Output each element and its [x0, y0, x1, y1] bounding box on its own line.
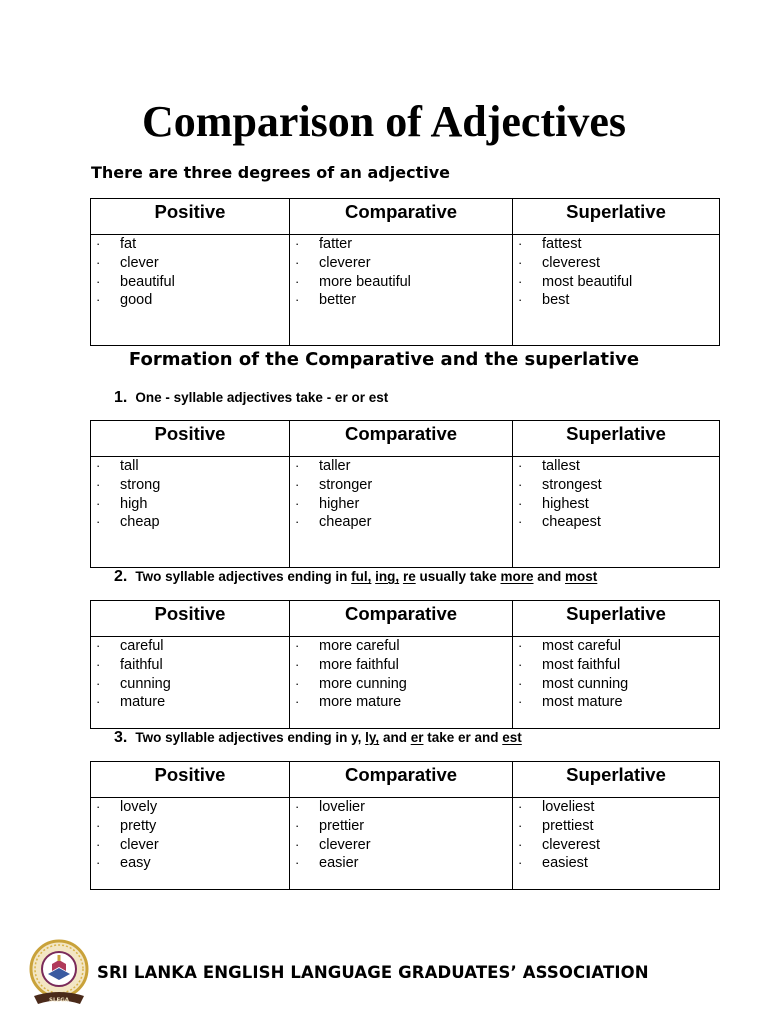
list-item: · more beautiful	[295, 273, 512, 292]
positive-header: Positive	[91, 421, 290, 457]
positive-list	[91, 457, 289, 532]
one-syllable-table	[90, 420, 720, 568]
list-item: · pretty	[96, 817, 289, 836]
page-title: Comparison of Adjectives	[142, 97, 626, 146]
formation-heading: Formation of the Comparative and the superlative	[128, 349, 640, 370]
intro-text: There are three degrees of an adjective	[91, 163, 450, 182]
list-item: · most faithful	[518, 656, 719, 675]
superlative-list	[513, 457, 719, 532]
list-item: · clever	[96, 836, 289, 855]
list-item: · strong	[96, 476, 289, 495]
list-item: · cheaper	[295, 513, 512, 532]
positive-list	[91, 235, 289, 310]
ful-ing-re-table	[90, 600, 720, 729]
list-item: · faithful	[96, 656, 289, 675]
comparative-header: Comparative	[290, 421, 513, 457]
list-item: · most beautiful	[518, 273, 719, 292]
superlative-header: Superlative	[513, 762, 720, 798]
list-item: · cleverer	[295, 836, 512, 855]
list-item: · cheapest	[518, 513, 719, 532]
list-item: · better	[295, 291, 512, 310]
list-item: · tallest	[518, 457, 719, 476]
list-item: · more faithful	[295, 656, 512, 675]
positive-list	[91, 637, 289, 712]
superlative-list	[513, 235, 719, 310]
list-item: · higher	[295, 495, 512, 514]
list-item: · most cunning	[518, 675, 719, 694]
list-item: · easiest	[518, 854, 719, 873]
list-item: · fatter	[295, 235, 512, 254]
comparative-header: Comparative	[290, 199, 513, 235]
list-item: · most mature	[518, 693, 719, 712]
superlative-header: Superlative	[513, 601, 720, 637]
list-item: · best	[518, 291, 719, 310]
list-item: · mature	[96, 693, 289, 712]
comparative-header: Comparative	[290, 601, 513, 637]
list-item: · more cunning	[295, 675, 512, 694]
list-item: · careful	[96, 637, 289, 656]
list-item: · cleverest	[518, 836, 719, 855]
y-ly-er-table	[90, 761, 720, 890]
list-item: · strongest	[518, 476, 719, 495]
list-item: · lovely	[96, 798, 289, 817]
list-item: · loveliest	[518, 798, 719, 817]
positive-header: Positive	[91, 762, 290, 798]
list-item: · prettiest	[518, 817, 719, 836]
rule-3: 3. Two syllable adjectives ending in y, ly, and er take er and est	[114, 729, 522, 746]
association-logo	[28, 938, 90, 1008]
list-item: · high	[96, 495, 289, 514]
list-item: · cleverest	[518, 254, 719, 273]
comparative-list	[290, 798, 512, 873]
list-item: · easy	[96, 854, 289, 873]
superlative-header: Superlative	[513, 199, 720, 235]
logo-text: SLEGA	[49, 997, 69, 1004]
list-item: · clever	[96, 254, 289, 273]
list-item: · more careful	[295, 637, 512, 656]
superlative-list	[513, 637, 719, 712]
list-item: · tall	[96, 457, 289, 476]
rule-1: 1. One - syllable adjectives take - er or est	[114, 389, 389, 406]
comparative-list	[290, 637, 512, 712]
list-item: · fat	[96, 235, 289, 254]
list-item: · good	[96, 291, 289, 310]
list-item: · taller	[295, 457, 512, 476]
comparative-list	[290, 235, 512, 310]
list-item: · most careful	[518, 637, 719, 656]
comparative-header: Comparative	[290, 762, 513, 798]
list-item: · stronger	[295, 476, 512, 495]
list-item: · cunning	[96, 675, 289, 694]
list-item: · prettier	[295, 817, 512, 836]
positive-header: Positive	[91, 601, 290, 637]
list-item: · fattest	[518, 235, 719, 254]
list-item: · highest	[518, 495, 719, 514]
superlative-list	[513, 798, 719, 873]
footer-association-name: SRI LANKA ENGLISH LANGUAGE GRADUATES’ ASSOCIATION	[97, 963, 649, 982]
degrees-table	[90, 198, 720, 346]
comparative-list	[290, 457, 512, 532]
rule-2: 2. Two syllable adjectives ending in ful, ing, re usually take more and most	[114, 568, 598, 585]
list-item: · cheap	[96, 513, 289, 532]
positive-header: Positive	[91, 199, 290, 235]
list-item: · beautiful	[96, 273, 289, 292]
list-item: · easier	[295, 854, 512, 873]
superlative-header: Superlative	[513, 421, 720, 457]
list-item: · cleverer	[295, 254, 512, 273]
list-item: · lovelier	[295, 798, 512, 817]
positive-list	[91, 798, 289, 873]
list-item: · more mature	[295, 693, 512, 712]
